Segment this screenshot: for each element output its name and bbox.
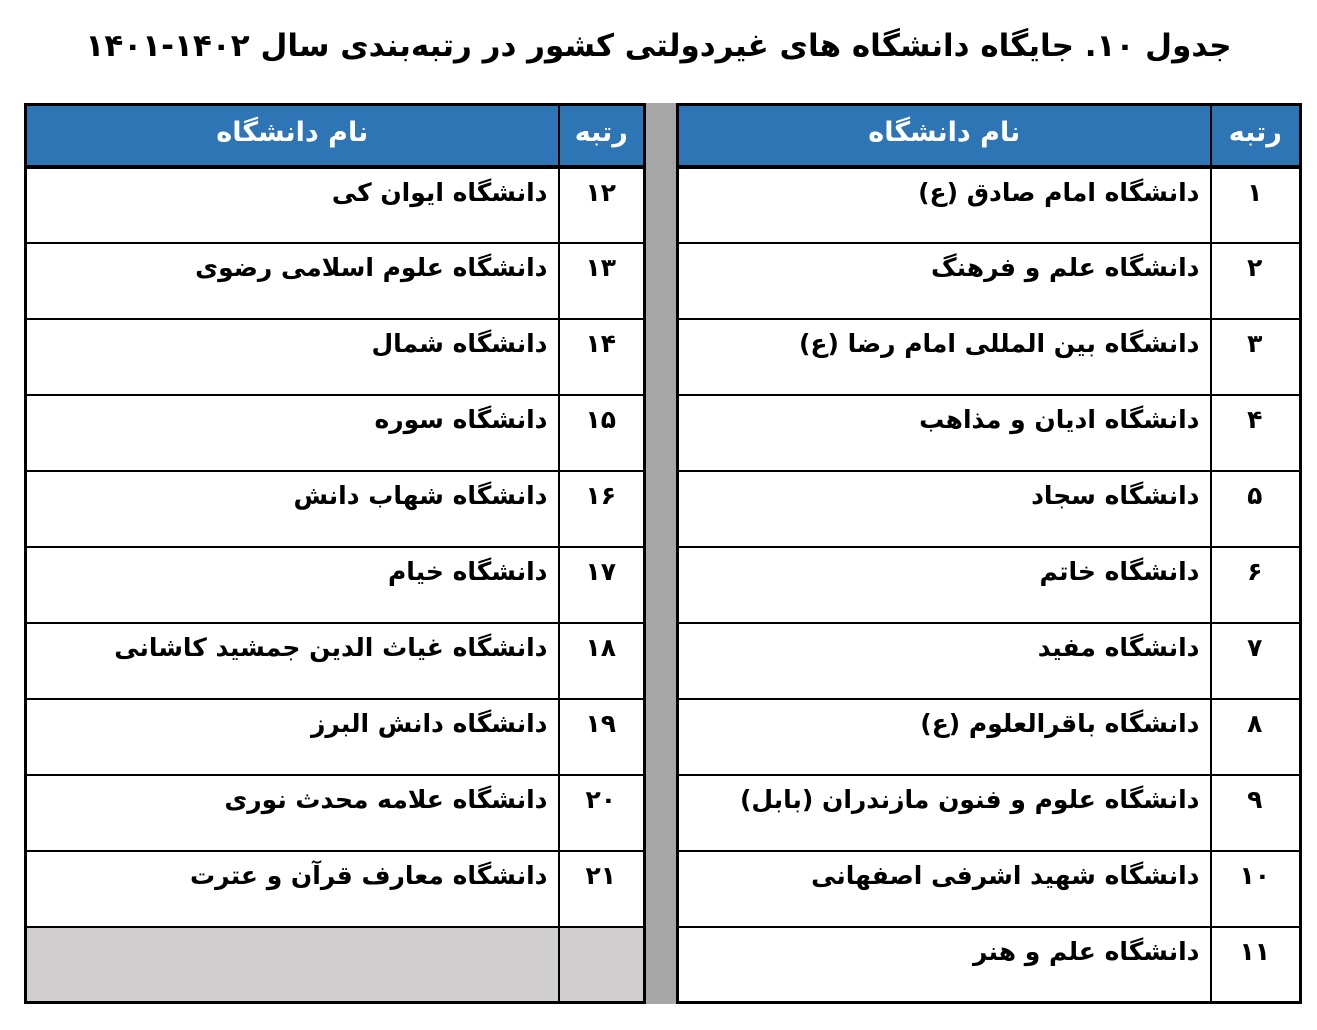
rank-cell: ۶	[1211, 547, 1301, 623]
university-name-cell: دانشگاه علم و فرهنگ	[678, 243, 1211, 319]
rank-cell: ۱	[1211, 167, 1301, 243]
rank-cell: ۱۹	[559, 699, 645, 775]
rank-cell: ۱۰	[1211, 851, 1301, 927]
table-row	[678, 851, 1301, 927]
table-row	[678, 775, 1301, 851]
table-row	[678, 623, 1301, 699]
university-name-cell: دانشگاه خیام	[26, 547, 559, 623]
university-name-cell: دانشگاه باقرالعلوم (ع)	[678, 699, 1211, 775]
university-name-cell: دانشگاه ادیان و مذاهب	[678, 395, 1211, 471]
rank-cell: ۳	[1211, 319, 1301, 395]
rank-cell: ۲۰	[559, 775, 645, 851]
rank-cell: ۱۵	[559, 395, 645, 471]
table-gap-divider	[646, 103, 676, 1004]
university-name-cell: دانشگاه خاتم	[678, 547, 1211, 623]
rank-cell: ۱۲	[559, 167, 645, 243]
university-name-cell: دانشگاه امام صادق (ع)	[678, 167, 1211, 243]
rank-cell: ۱۸	[559, 623, 645, 699]
table-row	[26, 623, 645, 699]
table-body	[26, 167, 645, 1003]
rank-cell: ۴	[1211, 395, 1301, 471]
table-row	[26, 243, 645, 319]
university-name-cell: دانشگاه بین المللی امام رضا (ع)	[678, 319, 1211, 395]
rank-cell: ۲	[1211, 243, 1301, 319]
table-row	[26, 471, 645, 547]
rank-cell: ۵	[1211, 471, 1301, 547]
table-row	[26, 547, 645, 623]
university-name-cell: دانشگاه غیاث الدین جمشید کاشانی	[26, 623, 559, 699]
rank-cell: ۲۱	[559, 851, 645, 927]
empty-row	[26, 927, 645, 1003]
university-name-column-header: نام دانشگاه	[678, 105, 1211, 167]
university-name-cell: دانشگاه سوره	[26, 395, 559, 471]
table-header	[678, 105, 1301, 167]
rank-cell: ۱۴	[559, 319, 645, 395]
table-row	[26, 167, 645, 243]
table-row	[26, 851, 645, 927]
university-name-cell: دانشگاه دانش البرز	[26, 699, 559, 775]
table-row	[678, 319, 1301, 395]
university-name-cell: دانشگاه ایوان کی	[26, 167, 559, 243]
university-name-cell: دانشگاه معارف قرآن و عترت	[26, 851, 559, 927]
table-row	[678, 927, 1301, 1003]
university-rank-table-12-21	[24, 103, 646, 1004]
table-body	[678, 167, 1301, 1003]
university-name-cell: دانشگاه علامه محدث نوری	[26, 775, 559, 851]
university-name-cell: دانشگاه سجاد	[678, 471, 1211, 547]
rank-cell: ۱۳	[559, 243, 645, 319]
university-name-cell: دانشگاه علوم اسلامی رضوی	[26, 243, 559, 319]
university-name-cell: دانشگاه شهید اشرفی اصفهانی	[678, 851, 1211, 927]
table-row	[678, 699, 1301, 775]
rank-cell: ۹	[1211, 775, 1301, 851]
rank-cell	[559, 927, 645, 1003]
table-header	[26, 105, 645, 167]
university-name-cell: دانشگاه شهاب دانش	[26, 471, 559, 547]
table-row	[26, 395, 645, 471]
university-rank-table-1-11	[676, 103, 1302, 1004]
rank-cell: ۸	[1211, 699, 1301, 775]
table-row	[678, 243, 1301, 319]
rank-cell: ۱۱	[1211, 927, 1301, 1003]
university-name-cell: دانشگاه شمال	[26, 319, 559, 395]
rank-cell: ۱۷	[559, 547, 645, 623]
rank-column-header: رتبه	[1211, 105, 1301, 167]
university-name-cell	[26, 927, 559, 1003]
table-row	[678, 167, 1301, 243]
table-row	[26, 319, 645, 395]
table-row	[26, 775, 645, 851]
table-row	[26, 699, 645, 775]
university-name-cell: دانشگاه مفید	[678, 623, 1211, 699]
rank-column-header: رتبه	[559, 105, 645, 167]
university-name-column-header: نام دانشگاه	[26, 105, 559, 167]
rank-cell: ۱۶	[559, 471, 645, 547]
rank-cell: ۷	[1211, 623, 1301, 699]
table-row	[678, 547, 1301, 623]
header-row	[26, 105, 645, 167]
table-caption: جدول ۱۰. جایگاه دانشگاه های غیردولتی کشور در رتبه‌بندی سال ۱۴۰۲-۱۴۰۱	[85, 28, 1232, 64]
table-row	[678, 471, 1301, 547]
university-name-cell: دانشگاه علم و هنر	[678, 927, 1211, 1003]
university-name-cell: دانشگاه علوم و فنون مازندران (بابل)	[678, 775, 1211, 851]
header-row	[678, 105, 1301, 167]
table-row	[678, 395, 1301, 471]
